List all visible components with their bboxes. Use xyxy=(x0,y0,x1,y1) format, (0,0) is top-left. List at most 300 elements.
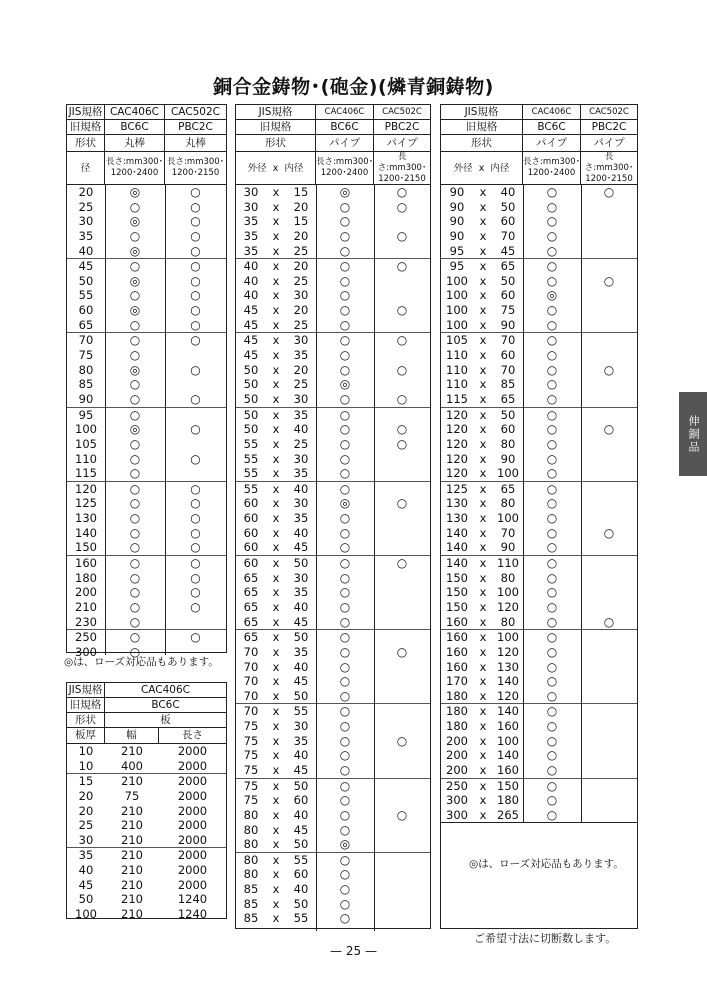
table-row xyxy=(441,660,637,675)
times-cell: x xyxy=(272,288,280,303)
outer-diameter-cell: 50 xyxy=(243,362,259,377)
length-cell: 2000 xyxy=(177,848,208,863)
inner-diameter-cell: 70 xyxy=(500,362,516,377)
times-cell: x xyxy=(479,348,487,363)
table-row xyxy=(441,318,637,333)
old-label: 旧規格 xyxy=(236,120,316,134)
jis-label: JIS規格 xyxy=(67,105,105,119)
diameter-cell: 30 xyxy=(78,214,94,229)
availability-mark: ○ xyxy=(129,511,141,526)
availability-mark: ○ xyxy=(190,228,201,243)
table-row xyxy=(67,615,226,630)
diameter-cell: 45 xyxy=(78,259,94,274)
times-cell: x xyxy=(272,867,280,882)
availability-mark: ○ xyxy=(339,303,351,318)
old-code-1: BC6C xyxy=(523,120,581,134)
availability-mark: ○ xyxy=(339,644,351,659)
old-label: 旧規格 xyxy=(441,120,523,134)
availability-mark: ○ xyxy=(546,733,558,748)
availability-mark xyxy=(581,511,637,526)
jis-code-1: CAC406C xyxy=(523,105,581,119)
availability-mark xyxy=(374,748,430,763)
times-cell: x xyxy=(479,333,487,348)
times-cell: x xyxy=(272,228,280,243)
availability-mark: ○ xyxy=(339,259,351,274)
diameter-cell: 120 xyxy=(75,481,97,496)
availability-mark xyxy=(374,244,430,259)
table-row xyxy=(67,200,226,215)
thickness-cell: 30 xyxy=(78,832,94,847)
thickness-cell: 25 xyxy=(78,818,94,833)
diameter-cell: 85 xyxy=(78,377,94,392)
times-cell: x xyxy=(272,362,280,377)
availability-mark xyxy=(581,779,637,794)
table-row xyxy=(236,258,430,274)
table-row xyxy=(441,571,637,586)
availability-mark: ○ xyxy=(129,585,141,600)
availability-mark: ○ xyxy=(546,259,558,274)
table-row xyxy=(67,863,226,878)
availability-mark xyxy=(581,734,637,749)
availability-mark: ○ xyxy=(339,362,351,377)
inner-diameter-cell: 50 xyxy=(293,896,309,911)
table-row xyxy=(67,274,226,289)
inner-diameter-cell: 60 xyxy=(500,422,516,437)
table-row xyxy=(236,200,430,215)
availability-mark: ○ xyxy=(339,852,351,867)
availability-mark: ○ xyxy=(190,496,201,511)
availability-mark xyxy=(581,600,637,615)
availability-mark: ○ xyxy=(190,422,201,437)
table-row xyxy=(441,481,637,497)
outer-diameter-cell: 150 xyxy=(446,570,468,585)
availability-mark: ○ xyxy=(603,525,615,540)
availability-mark xyxy=(374,377,430,392)
outer-diameter-cell: 180 xyxy=(446,719,468,734)
inner-diameter-cell: 30 xyxy=(293,451,309,466)
table-row xyxy=(67,773,226,789)
diameter-cell: 50 xyxy=(78,273,94,288)
availability-mark: ◎ xyxy=(129,362,141,377)
table-row xyxy=(67,804,226,819)
table-row xyxy=(441,645,637,660)
table-row xyxy=(236,363,430,378)
inner-diameter-cell: 60 xyxy=(293,793,309,808)
table-row xyxy=(236,377,430,392)
table-row xyxy=(236,600,430,615)
inner-diameter-cell: 60 xyxy=(500,288,516,303)
table-row xyxy=(67,629,226,645)
outer-diameter-cell: 75 xyxy=(243,793,259,808)
outer-diameter-cell: 55 xyxy=(243,451,259,466)
inner-diameter-cell: 45 xyxy=(500,243,516,258)
times-cell: x xyxy=(479,630,487,645)
availability-mark: ○ xyxy=(603,614,615,629)
table-row xyxy=(236,867,430,882)
times-cell: x xyxy=(272,778,280,793)
availability-mark: ○ xyxy=(190,525,201,540)
inner-diameter-cell: 50 xyxy=(500,407,516,422)
availability-mark: ○ xyxy=(190,199,201,214)
availability-mark: ○ xyxy=(546,333,558,348)
availability-mark xyxy=(374,452,430,467)
table-row xyxy=(67,422,226,437)
table-row xyxy=(441,258,637,274)
table-row xyxy=(67,407,226,423)
availability-mark xyxy=(374,911,430,926)
shape-label: 形状 xyxy=(236,135,316,151)
times-cell: x xyxy=(479,762,487,777)
outer-diameter-cell: 90 xyxy=(449,214,465,229)
availability-mark: ○ xyxy=(339,228,351,243)
times-cell: x xyxy=(272,659,280,674)
rod-table xyxy=(66,104,227,659)
availability-mark xyxy=(165,437,226,452)
availability-mark: ○ xyxy=(546,317,558,332)
inner-diameter-cell: 75 xyxy=(500,303,516,318)
availability-mark: ○ xyxy=(339,911,351,926)
outer-diameter-cell: 70 xyxy=(243,644,259,659)
inner-diameter-cell: 45 xyxy=(293,762,309,777)
table-row xyxy=(67,481,226,497)
outer-diameter-cell: 80 xyxy=(243,852,259,867)
table-row xyxy=(67,318,226,333)
times-cell: x xyxy=(272,317,280,332)
inner-diameter-cell: 20 xyxy=(293,259,309,274)
table-row xyxy=(67,600,226,615)
times-cell: x xyxy=(479,391,487,406)
table-row xyxy=(236,466,430,481)
availability-mark: ○ xyxy=(339,466,351,481)
outer-diameter-cell: 120 xyxy=(446,407,468,422)
thickness-cell: 10 xyxy=(78,758,94,773)
times-cell: x xyxy=(479,674,487,689)
width-cell: 210 xyxy=(121,803,143,818)
times-cell: x xyxy=(272,451,280,466)
diameter-cell: 115 xyxy=(75,466,97,481)
outer-diameter-cell: 55 xyxy=(243,436,259,451)
outer-diameter-cell: 170 xyxy=(446,674,468,689)
shape-label: 形状 xyxy=(441,135,523,151)
availability-mark: ○ xyxy=(190,556,201,571)
table-row xyxy=(67,907,226,922)
times-cell: x xyxy=(479,570,487,585)
jis-code-2: CAC502C xyxy=(589,106,629,117)
outer-diameter-cell: 160 xyxy=(446,614,468,629)
inner-diameter-cell: 25 xyxy=(293,243,309,258)
table-row xyxy=(67,244,226,259)
availability-mark: ○ xyxy=(190,259,201,274)
availability-mark: ○ xyxy=(190,214,201,229)
table-row xyxy=(67,363,226,378)
availability-mark: ○ xyxy=(339,614,351,629)
outer-diameter-cell: 115 xyxy=(446,391,468,406)
outer-diameter-cell: 100 xyxy=(446,273,468,288)
availability-mark: ○ xyxy=(396,436,408,451)
availability-mark: ○ xyxy=(190,362,201,377)
diameter-cell: 160 xyxy=(75,556,97,571)
availability-mark: ○ xyxy=(546,407,558,422)
inner-diameter-cell: 20 xyxy=(293,303,309,318)
outer-diameter-cell: 110 xyxy=(446,348,468,363)
availability-mark: ◎ xyxy=(129,303,141,318)
times-cell: x xyxy=(272,259,280,274)
inner-diameter-cell: 20 xyxy=(293,362,309,377)
outer-diameter-cell: 85 xyxy=(243,896,259,911)
availability-mark: ○ xyxy=(396,303,408,318)
availability-mark: ○ xyxy=(129,228,141,243)
old-code-1: BC6C xyxy=(316,120,374,134)
diameter-cell: 55 xyxy=(78,288,94,303)
inner-diameter-cell: 50 xyxy=(500,199,516,214)
availability-mark: ○ xyxy=(190,317,201,332)
availability-mark: ○ xyxy=(129,348,141,363)
inner-diameter-cell: 30 xyxy=(293,288,309,303)
table-row xyxy=(441,214,637,229)
availability-mark: ○ xyxy=(339,778,351,793)
availability-mark: ○ xyxy=(129,377,141,392)
availability-mark: ○ xyxy=(546,228,558,243)
table-row xyxy=(67,878,226,893)
inner-diameter-cell: 65 xyxy=(500,259,516,274)
inner-diameter-cell: 50 xyxy=(293,778,309,793)
length-spec-1: 長さ:mm300･1200･2400 xyxy=(105,152,165,184)
outer-diameter-cell: 30 xyxy=(243,185,259,199)
availability-mark: ○ xyxy=(603,422,615,437)
table-row xyxy=(67,511,226,526)
jis-label: JIS規格 xyxy=(67,683,105,697)
diameter-cell: 300 xyxy=(75,644,97,659)
length-label: 長さ xyxy=(182,729,203,741)
availability-mark: ○ xyxy=(546,793,558,808)
times-cell: x xyxy=(479,407,487,422)
availability-mark: ○ xyxy=(129,644,141,659)
diameter-cell: 250 xyxy=(75,630,97,645)
table-row xyxy=(441,585,637,600)
inner-diameter-cell: 35 xyxy=(293,511,309,526)
availability-mark xyxy=(374,585,430,600)
availability-mark: ○ xyxy=(546,704,558,719)
outer-diameter-cell: 65 xyxy=(243,614,259,629)
availability-mark: ○ xyxy=(546,391,558,406)
table-row xyxy=(236,748,430,763)
length-cell: 2000 xyxy=(177,863,208,878)
availability-mark xyxy=(374,704,430,719)
availability-mark: ○ xyxy=(339,882,351,897)
availability-mark: ○ xyxy=(339,762,351,777)
inner-diameter-cell: 45 xyxy=(293,540,309,555)
size-label xyxy=(441,152,523,184)
availability-mark: ◎ xyxy=(129,243,141,258)
availability-mark: ○ xyxy=(546,481,558,496)
availability-mark xyxy=(581,496,637,511)
times-cell: x xyxy=(272,822,280,837)
table-row xyxy=(67,214,226,229)
availability-mark: ○ xyxy=(546,688,558,703)
thickness-cell: 20 xyxy=(78,803,94,818)
availability-mark: ○ xyxy=(546,762,558,777)
availability-mark: ○ xyxy=(339,748,351,763)
times-cell: x xyxy=(479,511,487,526)
inner-diameter-cell: 55 xyxy=(293,911,309,926)
availability-mark: ○ xyxy=(546,303,558,318)
times-cell: x xyxy=(479,185,487,199)
shape-label: 形状 xyxy=(67,713,105,727)
availability-mark xyxy=(374,600,430,615)
table-row xyxy=(441,496,637,511)
table-row xyxy=(441,185,637,200)
outer-diameter-cell: 200 xyxy=(446,748,468,763)
outer-diameter-cell: 95 xyxy=(449,259,465,274)
availability-mark: ○ xyxy=(339,199,351,214)
table-row xyxy=(441,274,637,289)
inner-diameter-cell: 30 xyxy=(293,570,309,585)
table-row xyxy=(236,288,430,303)
outer-diameter-cell: 85 xyxy=(243,882,259,897)
table-row xyxy=(67,466,226,481)
old-code-2: PBC2C xyxy=(384,120,420,133)
availability-mark: ○ xyxy=(546,599,558,614)
side-category-tab[interactable]: 伸銅品 xyxy=(679,392,707,476)
availability-mark: ○ xyxy=(339,407,351,422)
diameter-cell: 105 xyxy=(75,436,97,451)
availability-mark: ◎ xyxy=(129,185,141,199)
table-row xyxy=(441,392,637,407)
availability-mark xyxy=(581,808,637,823)
times-cell: x xyxy=(272,496,280,511)
availability-mark: ○ xyxy=(129,481,141,496)
inner-diameter-cell: 50 xyxy=(500,273,516,288)
table-row xyxy=(236,407,430,423)
inner-diameter-cell: 35 xyxy=(293,644,309,659)
width-cell: 210 xyxy=(121,863,143,878)
inner-diameter-cell: 25 xyxy=(293,436,309,451)
table-row xyxy=(441,808,637,823)
table-row xyxy=(67,288,226,303)
availability-mark: ○ xyxy=(603,362,615,377)
outer-diameter-cell: 65 xyxy=(243,570,259,585)
availability-mark: ○ xyxy=(339,585,351,600)
availability-mark xyxy=(581,660,637,675)
availability-mark: ○ xyxy=(129,436,141,451)
times-cell: x xyxy=(272,585,280,600)
times-cell: x xyxy=(272,688,280,703)
outer-diameter-label: 外径 xyxy=(247,162,267,174)
table-row xyxy=(441,793,637,808)
availability-mark xyxy=(374,571,430,586)
availability-mark: ○ xyxy=(396,199,408,214)
table-row xyxy=(236,763,430,778)
table-row xyxy=(441,288,637,303)
outer-diameter-cell: 100 xyxy=(446,303,468,318)
availability-mark xyxy=(374,318,430,333)
availability-mark: ○ xyxy=(190,451,201,466)
availability-mark: ○ xyxy=(129,451,141,466)
availability-mark xyxy=(374,274,430,289)
availability-mark xyxy=(581,408,637,423)
inner-diameter-cell: 50 xyxy=(293,556,309,571)
availability-mark xyxy=(374,408,430,423)
table-row xyxy=(236,392,430,407)
availability-mark xyxy=(374,882,430,897)
shape-1: 丸棒 xyxy=(105,135,165,151)
availability-mark xyxy=(581,540,637,555)
width-cell: 210 xyxy=(121,774,143,789)
outer-diameter-cell: 105 xyxy=(446,333,468,348)
times-cell: x xyxy=(272,599,280,614)
availability-mark: ○ xyxy=(546,659,558,674)
availability-mark: ○ xyxy=(396,496,408,511)
pipe-table-2 xyxy=(440,104,638,929)
availability-mark xyxy=(581,229,637,244)
table-row xyxy=(67,847,226,863)
availability-mark: ○ xyxy=(396,644,408,659)
availability-mark: ○ xyxy=(190,288,201,303)
availability-mark: ○ xyxy=(339,243,351,258)
inner-diameter-cell: 70 xyxy=(500,525,516,540)
cut-to-size-note: ご希望寸法に切断数します。 xyxy=(474,932,617,945)
availability-mark: ○ xyxy=(339,570,351,585)
availability-mark: ○ xyxy=(339,481,351,496)
jis-code-2: CAC502C xyxy=(170,105,221,118)
inner-diameter-cell: 85 xyxy=(500,377,516,392)
availability-mark xyxy=(374,763,430,778)
outer-diameter-cell: 90 xyxy=(449,199,465,214)
availability-mark xyxy=(581,556,637,571)
inner-diameter-cell: 130 xyxy=(497,659,519,674)
inner-diameter-cell: 160 xyxy=(497,762,519,777)
outer-diameter-cell: 40 xyxy=(243,288,259,303)
inner-diameter-cell: 100 xyxy=(497,466,519,481)
availability-mark: ○ xyxy=(396,556,408,571)
inner-diameter-cell: 30 xyxy=(293,391,309,406)
times-cell: x xyxy=(272,273,280,288)
availability-mark: ○ xyxy=(546,511,558,526)
inner-diameter-cell: 40 xyxy=(293,599,309,614)
table-row xyxy=(236,229,430,244)
availability-mark: ○ xyxy=(546,525,558,540)
inner-diameter-cell: 45 xyxy=(293,614,309,629)
table-row xyxy=(441,303,637,318)
availability-mark: ○ xyxy=(129,599,141,614)
times-cell: x xyxy=(479,748,487,763)
jis-label: JIS規格 xyxy=(441,105,523,119)
availability-mark: ○ xyxy=(190,599,201,614)
availability-mark: ○ xyxy=(339,688,351,703)
table-row xyxy=(441,422,637,437)
availability-mark: ○ xyxy=(546,348,558,363)
availability-mark xyxy=(374,214,430,229)
outer-diameter-cell: 180 xyxy=(446,688,468,703)
outer-diameter-cell: 35 xyxy=(243,228,259,243)
times-cell: x xyxy=(479,585,487,600)
inner-diameter-cell: 100 xyxy=(497,585,519,600)
availability-mark xyxy=(581,348,637,363)
table-row xyxy=(67,437,226,452)
inner-diameter-cell: 80 xyxy=(500,570,516,585)
outer-diameter-cell: 55 xyxy=(243,481,259,496)
inner-diameter-cell: 20 xyxy=(293,199,309,214)
outer-diameter-cell: 120 xyxy=(446,422,468,437)
table-row xyxy=(236,274,430,289)
availability-mark: ○ xyxy=(129,570,141,585)
availability-mark: ◎ xyxy=(339,837,351,852)
availability-mark: ○ xyxy=(339,674,351,689)
outer-diameter-cell: 140 xyxy=(446,525,468,540)
table-row xyxy=(236,703,430,719)
availability-mark xyxy=(374,615,430,630)
inner-diameter-cell: 140 xyxy=(497,674,519,689)
